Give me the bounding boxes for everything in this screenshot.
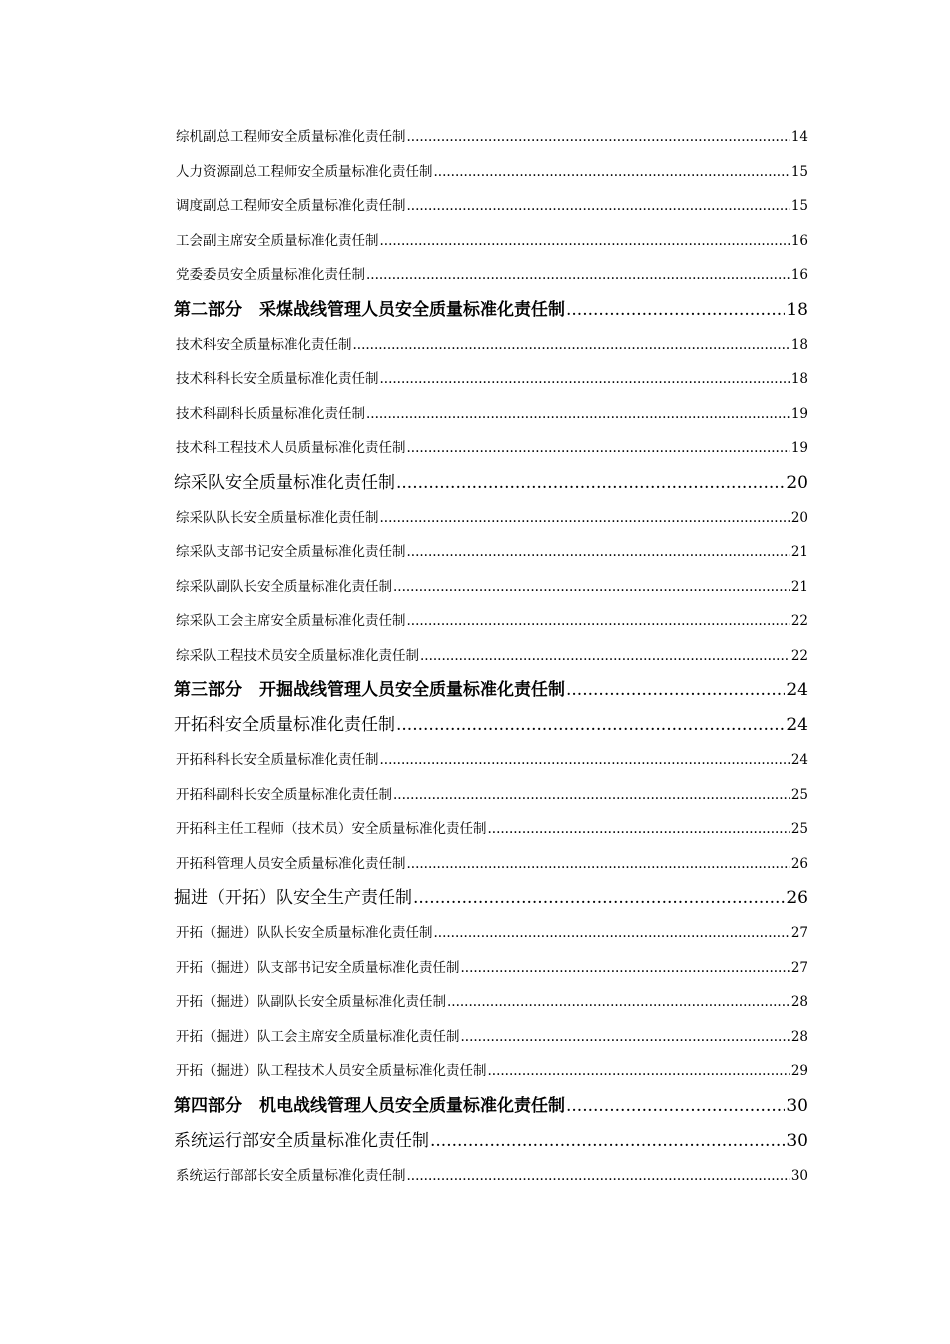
toc-leader-dots — [393, 570, 790, 605]
toc-leader-dots — [366, 397, 790, 432]
toc-entry-page: 24 — [790, 752, 808, 768]
toc-entry-title: 系统运行部安全质量标准化责任制 — [174, 1130, 429, 1151]
toc-entry[interactable] — [174, 258, 808, 293]
toc-entry-title: 党委委员安全质量标准化责任制 — [176, 267, 365, 283]
toc-entry-page: 30 — [790, 1167, 808, 1184]
toc-leader-dots — [396, 708, 785, 743]
toc-leader-dots — [407, 431, 790, 466]
toc-part-heading[interactable] — [174, 1089, 808, 1124]
toc-entry-title: 第四部分 机电战线管理人员安全质量标准化责任制 — [174, 1095, 565, 1116]
toc-leader-dots — [366, 258, 790, 293]
toc-entry[interactable] — [174, 1020, 808, 1055]
toc-entry[interactable] — [174, 189, 808, 224]
toc-entry-page: 19 — [790, 440, 808, 456]
toc-entry-title: 开拓科副科长安全质量标准化责任制 — [176, 786, 392, 803]
toc-entry-title: 开拓（掘进）队队长安全质量标准化责任制 — [176, 925, 433, 941]
toc-entry-page: 27 — [790, 959, 808, 976]
toc-leader-dots — [407, 604, 790, 639]
toc-entry[interactable] — [174, 1054, 808, 1089]
toc-entry-page: 16 — [790, 267, 808, 283]
toc-entry-title: 第二部分 采煤战线管理人员安全质量标准化责任制 — [174, 299, 565, 320]
toc-entry[interactable] — [174, 778, 808, 813]
toc-entry-page: 14 — [790, 129, 808, 145]
toc-entry-page: 15 — [790, 163, 808, 180]
toc-entry[interactable] — [174, 570, 808, 605]
toc-section-heading[interactable] — [174, 1124, 808, 1159]
toc-leader-dots — [461, 951, 790, 986]
toc-entry-page: 20 — [786, 472, 808, 493]
toc-entry[interactable] — [174, 397, 808, 432]
toc-entry-title: 第三部分 开掘战线管理人员安全质量标准化责任制 — [174, 680, 565, 700]
toc-entry-title: 系统运行部部长安全质量标准化责任制 — [176, 1167, 406, 1184]
toc-entry-page: 22 — [790, 647, 808, 664]
toc-leader-dots — [407, 1159, 790, 1194]
toc-entry-title: 调度副总工程师安全质量标准化责任制 — [176, 198, 406, 214]
toc-leader-dots — [407, 189, 790, 224]
toc-entry-title: 掘进（开拓）队安全生产责任制 — [174, 888, 412, 908]
toc-entry-page: 25 — [790, 786, 808, 803]
toc-entry-page: 22 — [790, 613, 808, 629]
toc-leader-dots — [434, 916, 790, 951]
toc-leader-dots — [566, 1089, 785, 1124]
toc-entry-title: 技术科工程技术人员质量标准化责任制 — [176, 440, 406, 456]
toc-entry-page: 21 — [790, 544, 808, 560]
toc-entry-page: 30 — [786, 1095, 808, 1116]
toc-entry-title: 开拓科主任工程师（技术员）安全质量标准化责任制 — [176, 821, 487, 837]
toc-leader-dots — [566, 293, 785, 328]
toc-leader-dots — [380, 362, 790, 397]
toc-entry-page: 15 — [790, 198, 808, 214]
toc-entry-page: 18 — [786, 299, 808, 320]
toc-entry-title: 人力资源副总工程师安全质量标准化责任制 — [176, 163, 433, 180]
toc-leader-dots — [488, 1054, 790, 1089]
toc-leader-dots — [447, 985, 790, 1020]
toc-leader-dots — [434, 155, 790, 190]
toc-leader-dots — [407, 847, 790, 882]
toc-entry-title: 综采队支部书记安全质量标准化责任制 — [176, 544, 406, 560]
toc-entry[interactable] — [174, 604, 808, 639]
toc-entry[interactable] — [174, 1159, 808, 1194]
toc-entry-page: 27 — [790, 925, 808, 941]
toc-section-heading[interactable] — [174, 466, 808, 501]
toc-entry-title: 技术科副科长质量标准化责任制 — [176, 405, 365, 422]
toc-entry-page: 21 — [790, 578, 808, 595]
toc-entry[interactable] — [174, 224, 808, 259]
toc-entry-title: 开拓科科长安全质量标准化责任制 — [176, 752, 379, 768]
toc-entry-title: 开拓（掘进）队副队长安全质量标准化责任制 — [176, 994, 446, 1010]
toc-leader-dots — [407, 120, 790, 155]
toc-leader-dots — [396, 466, 785, 501]
toc-leader-dots — [380, 501, 790, 536]
toc-leader-dots — [380, 224, 790, 259]
toc-entry-title: 开拓科管理人员安全质量标准化责任制 — [176, 855, 406, 872]
toc-entry-title: 综采队工会主席安全质量标准化责任制 — [176, 613, 406, 629]
toc-entry-page: 29 — [790, 1063, 808, 1079]
toc-entry-title: 技术科科长安全质量标准化责任制 — [176, 371, 379, 387]
toc-entry-page: 18 — [790, 336, 808, 353]
toc-entry-title: 综机副总工程师安全质量标准化责任制 — [176, 129, 406, 145]
toc-entry-page: 25 — [790, 821, 808, 837]
toc-entry-page: 16 — [790, 232, 808, 249]
toc-entry[interactable] — [174, 535, 808, 570]
toc-entry[interactable] — [174, 501, 808, 536]
toc-entry-page: 28 — [790, 1028, 808, 1045]
table-of-contents — [174, 120, 808, 1193]
toc-leader-dots — [353, 328, 790, 363]
toc-entry-page: 30 — [786, 1130, 808, 1151]
toc-entry-page: 24 — [786, 715, 808, 735]
toc-entry-page: 20 — [790, 509, 808, 526]
toc-entry[interactable] — [174, 812, 808, 847]
toc-entry[interactable] — [174, 431, 808, 466]
toc-entry[interactable] — [174, 155, 808, 190]
toc-leader-dots — [566, 673, 785, 708]
toc-entry[interactable] — [174, 985, 808, 1020]
toc-entry-title: 工会副主席安全质量标准化责任制 — [176, 232, 379, 249]
toc-part-heading[interactable] — [174, 293, 808, 328]
toc-entry-title: 开拓（掘进）队支部书记安全质量标准化责任制 — [176, 959, 460, 976]
toc-entry-page: 26 — [786, 888, 808, 908]
toc-entry-title: 开拓（掘进）队工会主席安全质量标准化责任制 — [176, 1028, 460, 1045]
toc-leader-dots — [430, 1124, 785, 1159]
toc-entry[interactable] — [174, 328, 808, 363]
toc-leader-dots — [413, 881, 785, 916]
toc-entry-page: 24 — [786, 680, 808, 700]
toc-leader-dots — [461, 1020, 790, 1055]
toc-section-heading[interactable] — [174, 881, 808, 916]
toc-entry[interactable] — [174, 847, 808, 882]
toc-leader-dots — [407, 535, 790, 570]
toc-part-heading[interactable] — [174, 673, 808, 708]
toc-entry-title: 综采队工程技术员安全质量标准化责任制 — [176, 647, 419, 664]
toc-entry[interactable] — [174, 362, 808, 397]
toc-entry-page: 19 — [790, 405, 808, 422]
toc-entry[interactable] — [174, 639, 808, 674]
toc-entry-title: 综采队安全质量标准化责任制 — [174, 472, 395, 493]
toc-leader-dots — [393, 778, 790, 813]
toc-entry-title: 综采队队长安全质量标准化责任制 — [176, 509, 379, 526]
toc-entry[interactable] — [174, 951, 808, 986]
toc-section-heading[interactable] — [174, 708, 808, 743]
toc-leader-dots — [380, 743, 790, 778]
toc-leader-dots — [488, 812, 790, 847]
toc-entry-title: 技术科安全质量标准化责任制 — [176, 336, 352, 353]
toc-entry-title: 开拓（掘进）队工程技术人员安全质量标准化责任制 — [176, 1063, 487, 1079]
toc-leader-dots — [420, 639, 790, 674]
toc-entry-page: 28 — [790, 994, 808, 1010]
toc-entry-page: 18 — [790, 371, 808, 387]
toc-entry[interactable] — [174, 916, 808, 951]
toc-entry[interactable] — [174, 120, 808, 155]
toc-entry-page: 26 — [790, 855, 808, 872]
toc-entry-title: 开拓科安全质量标准化责任制 — [174, 715, 395, 735]
toc-entry[interactable] — [174, 743, 808, 778]
toc-entry-title: 综采队副队长安全质量标准化责任制 — [176, 578, 392, 595]
